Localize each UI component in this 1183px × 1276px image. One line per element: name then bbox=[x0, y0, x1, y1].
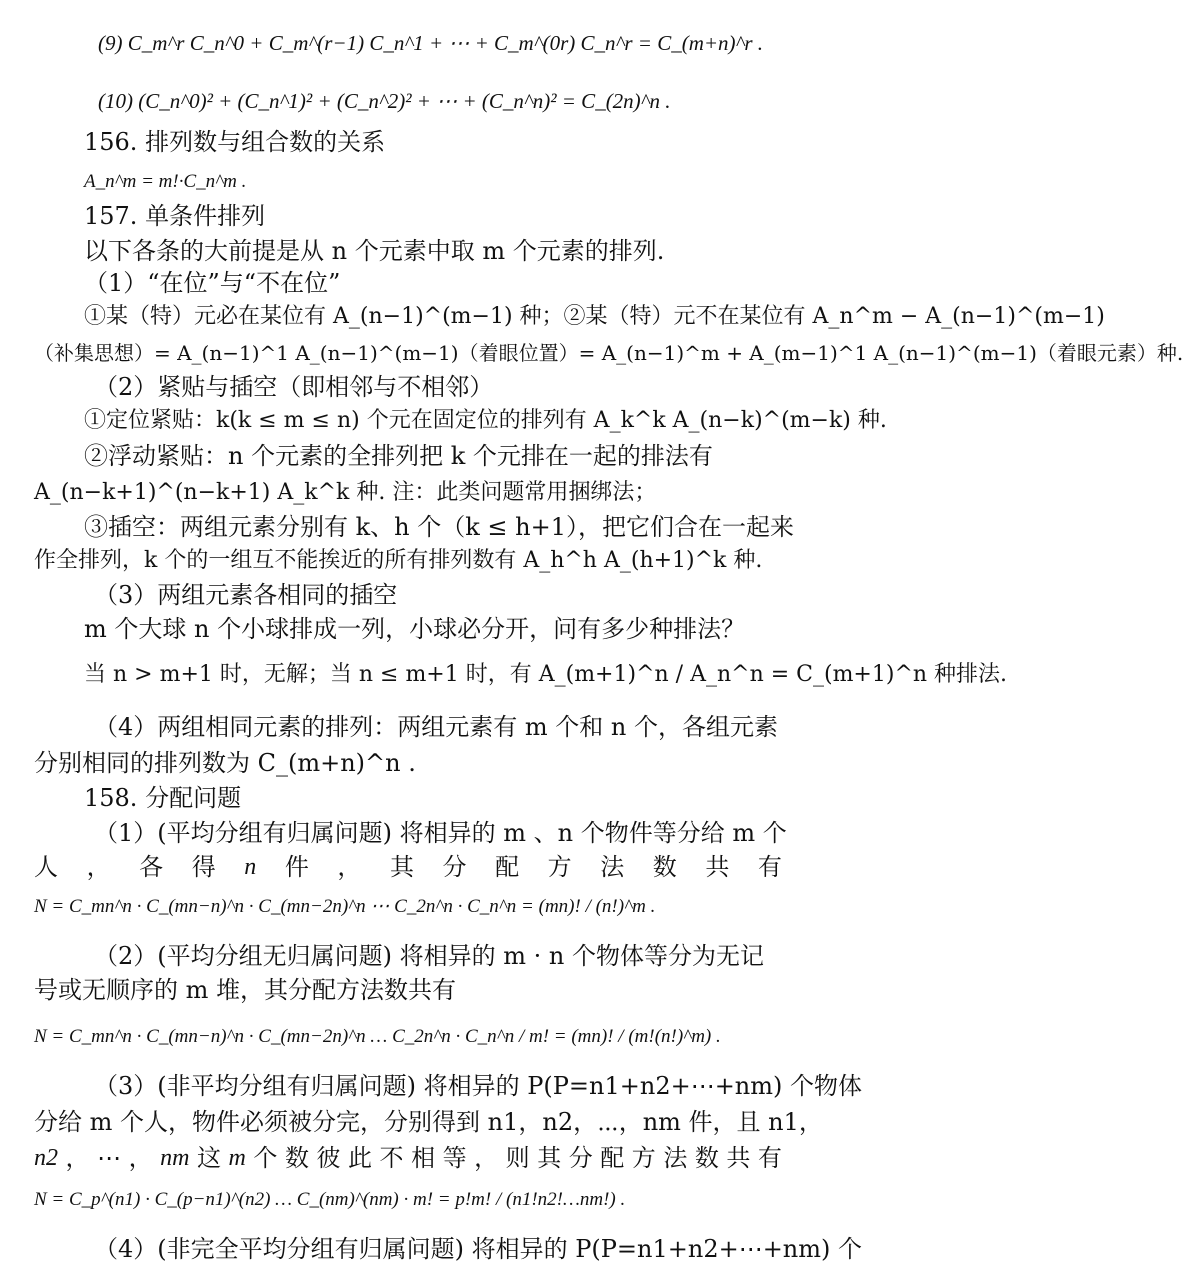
paragraph-157-1b: （补集思想）= A_(n−1)^1 A_(n−1)^(m−1)（着眼位置）= A_(n−1)^m + A_(m−1)^1 A_(n−1)^(m−1)（着眼元素）种. bbox=[34, 341, 1183, 365]
subheading-157-1: （1）“在位”与“不在位” bbox=[84, 269, 341, 297]
paragraph-157-premise: 以下各条的大前提是从 n 个元素中取 m 个元素的排列. bbox=[84, 237, 665, 265]
paragraph-158-1-cont: 人 ， 各 得 n 件 ， 其 分 配 方 法 数 共 有 bbox=[34, 853, 782, 881]
paragraph-158-3: （3）(非平均分组有归属问题) 将相异的 P(P=n1+n2+⋯+nm) 个物体 bbox=[94, 1072, 863, 1100]
paragraph-157-2c-cont: 作全排列，k 个的一组互不能挨近的所有排列数有 A_h^h A_(h+1)^k 种. bbox=[34, 548, 763, 573]
formula-9: (9) C_m^r C_n^0 + C_m^(r−1) C_n^1 + ⋯ + C_m^(0r) C_n^r = C_(m+n)^r . bbox=[98, 31, 764, 55]
heading-158: 158. 分配问题 bbox=[84, 784, 242, 812]
paragraph-157-4-cont: 分别相同的排列数为 C_(m+n)^n . bbox=[34, 749, 416, 777]
paragraph-157-2b-cont: A_(n−k+1)^(n−k+1) A_k^k 种. 注：此类问题常用捆绑法； bbox=[34, 480, 657, 505]
formula-156: A_n^m = m!·C_n^m . bbox=[84, 171, 247, 192]
paragraph-157-1a: ①某（特）元必在某位有 A_(n−1)^(m−1) 种；②某（特）元不在某位有 A_n^m − A_(n−1)^(m−1) bbox=[84, 304, 1105, 329]
subheading-157-2: （2）紧贴与插空（即相邻与不相邻） bbox=[94, 373, 494, 401]
paragraph-157-2c: ③插空：两组元素分别有 k、h 个（k ≤ h+1），把它们合在一起来 bbox=[84, 513, 795, 541]
paragraph-158-3-cont2: n2 ， ⋯ ， nm 这 m 个 数 彼 此 不 相 等 ， 则 其 分 配 方 法 数 共 有 bbox=[34, 1144, 782, 1172]
formula-158-2: N = C_mn^n · C_(mn−n)^n · C_(mn−2n)^n … C_2n^n · C_n^n / m! = (mn)! / (m!(n!)^m) . bbox=[34, 1026, 721, 1047]
paragraph-158-2: （2）(平均分组无归属问题) 将相异的 m · n 个物体等分为无记 bbox=[94, 942, 764, 970]
heading-156: 156. 排列数与组合数的关系 bbox=[84, 128, 386, 156]
paragraph-157-3a: m 个大球 n 个小球排成一列，小球必分开，问有多少种排法？ bbox=[84, 615, 746, 643]
paragraph-157-4: （4）两组相同元素的排列：两组元素有 m 个和 n 个，各组元素 bbox=[94, 713, 778, 741]
paragraph-158-1: （1）(平均分组有归属问题) 将相异的 m 、n 个物件等分给 m 个 bbox=[94, 819, 787, 847]
paragraph-157-3b: 当 n > m+1 时，无解；当 n ≤ m+1 时，有 A_(m+1)^n / A_n^n = C_(m+1)^n 种排法. bbox=[84, 662, 1008, 687]
paragraph-158-3-cont: 分给 m 个人，物件必须被分完，分别得到 n1，n2，⋯，nm 件，且 n1， bbox=[34, 1108, 823, 1136]
formula-158-1: N = C_mn^n · C_(mn−n)^n · C_(mn−2n)^n ⋯ C_2n^n · C_n^n = (mn)! / (n!)^m . bbox=[34, 896, 656, 917]
paragraph-157-2a: ①定位紧贴：k(k ≤ m ≤ n) 个元在固定位的排列有 A_k^k A_(n−k)^(m−k) 种. bbox=[84, 408, 887, 433]
heading-157: 157. 单条件排列 bbox=[84, 202, 266, 230]
paragraph-158-4: （4）(非完全平均分组有归属问题) 将相异的 P(P=n1+n2+⋯+nm) 个 bbox=[94, 1235, 863, 1263]
formula-158-3: N = C_p^(n1) · C_(p−n1)^(n2) … C_(nm)^(nm) · m! = p!m! / (n1!n2!…nm!) . bbox=[34, 1189, 626, 1210]
subheading-157-3: （3）两组元素各相同的插空 bbox=[94, 581, 398, 609]
formula-10: (10) (C_n^0)² + (C_n^1)² + (C_n^2)² + ⋯ + (C_n^n)² = C_(2n)^n . bbox=[98, 89, 671, 113]
paragraph-158-2-cont: 号或无顺序的 m 堆，其分配方法数共有 bbox=[34, 976, 457, 1004]
paragraph-157-2b: ②浮动紧贴：n 个元素的全排列把 k 个元排在一起的排法有 bbox=[84, 442, 713, 470]
